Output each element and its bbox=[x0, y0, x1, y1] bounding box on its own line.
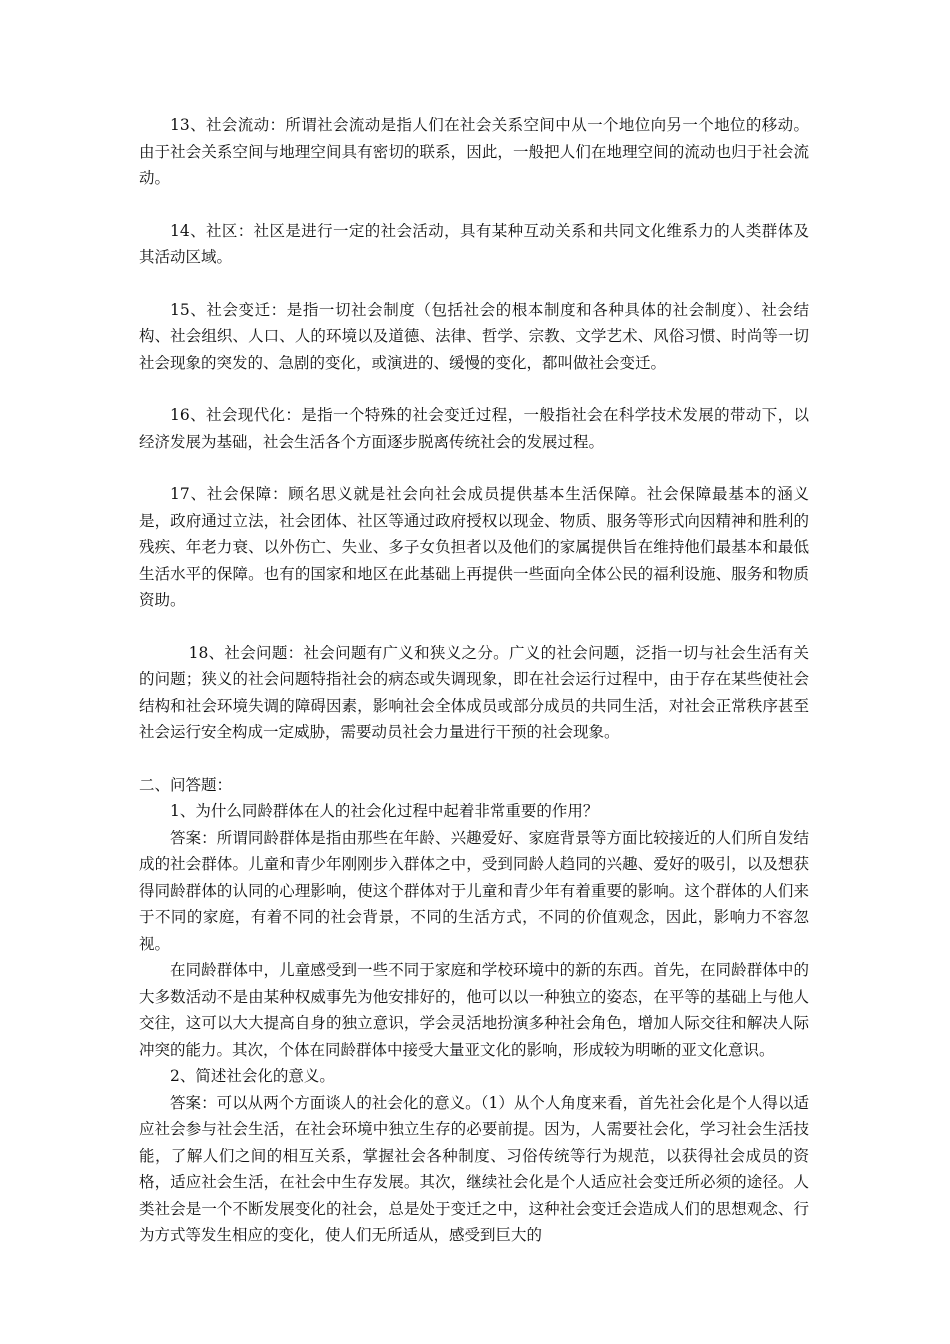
answer-1-paragraph-2: 在同龄群体中，儿童感受到一些不同于家庭和学校环境中的新的东西。首先，在同龄群体中的大多数活动不是由某种权威事先为他安排好的，他可以以一种独立的姿态，在平等的基础上与他人交往，这可以大大提高自身的独立意识，学会灵活地扮演多种社会角色，增加人际交往和解决人际冲突的能力。其次，个体在同龄群体中接受大量亚文化的影响，形成较为明晰的亚文化意识。 bbox=[139, 961, 809, 1059]
answer-1-paragraph-1: 答案：所谓同龄群体是指由那些在年龄、兴趣爱好、家庭背景等方面比较接近的人们所自发结成的社会群体。儿童和青少年刚刚步入群体之中，受到同龄人趋同的兴趣、爱好的吸引，以及想获得同龄群体的认同的心理影响，使这个群体对于儿童和青少年有着重要的影响。这个群体的人们来于不同的家庭，有着不同的社会背景，不同的生活方式，不同的价值观念，因此，影响力不容忽视。 bbox=[139, 828, 809, 953]
answer-2-paragraph-1: 答案：可以从两个方面谈人的社会化的意义。（1）从个人角度来看，首先社会化是个人得以适应社会参与社会生活，在社会环境中独立生存的必要前提。因为，人需要社会化，学习社会生活技能，了解人们之间的相互关系，掌握社会各种制度、习俗传统等行为规范，以获得社会成员的资格，适应社会生活，在社会中生存发展。其次，继续社会化是个人适应社会变迁所必须的途径。人类社会是一个不断发展变化的社会，总是处于变迁之中，这种社会变迁会造成人们的思想观念、行为方式等发生相应的变化，使人们无所适从，感受到巨大的 bbox=[139, 1093, 809, 1244]
question-2: 2、简述社会化的意义。 bbox=[170, 1067, 335, 1085]
definition-18: 18、社会问题：社会问题有广义和狭义之分。广义的社会问题，泛指一切与社会生活有关的问题；狭义的社会问题特指社会的病态或失调现象，即在社会运行过程中，由于存在某些使社会结构和社会环境失调的障碍因素，影响社会全体成员或部分成员的共同生活，对社会正常秩序甚至社会运行安全构成一定威胁，需要动员社会力量进行干预的社会现象。 bbox=[139, 643, 809, 741]
section-heading: 二、问答题： bbox=[139, 775, 233, 794]
definition-14: 14、社区：社区是进行一定的社会活动，具有某种互动关系和共同文化维系力的人类群体及其活动区域。 bbox=[139, 221, 809, 266]
question-1: 1、为什么同龄群体在人的社会化过程中起着非常重要的作用？ bbox=[170, 802, 599, 820]
definition-13: 13、社会流动：所谓社会流动是指人们在社会关系空间中从一个地位向另一个地位的移动。由于社会关系空间与地理空间具有密切的联系，因此，一般把人们在地理空间的流动也归于社会流动。 bbox=[139, 116, 809, 187]
document-page bbox=[139, 112, 809, 1249]
definition-16: 16、社会现代化：是指一个特殊的社会变迁过程，一般指社会在科学技术发展的带动下，以经济发展为基础，社会生活各个方面逐步脱离传统社会的发展过程。 bbox=[139, 406, 809, 451]
definition-17: 17、社会保障：顾名思义就是社会向社会成员提供基本生活保障。社会保障最基本的涵义是，政府通过立法，社会团体、社区等通过政府授权以现金、物质、服务等形式向因精神和胜利的残疾、年老力衰、以外伤亡、失业、多子女负担者以及他们的家属提供旨在维持他们最基本和最低生活水平的保障。也有的国家和地区在此基础上再提供一些面向全体公民的福利设施、服务和物质资助。 bbox=[139, 485, 809, 609]
definition-15: 15、社会变迁：是指一切社会制度（包括社会的根本制度和各种具体的社会制度）、社会结构、社会组织、人口、人的环境以及道德、法律、哲学、宗教、文学艺术、风俗习惯、时尚等一切社会现象的突发的、急剧的变化，或演进的、缓慢的变化，都叫做社会变迁。 bbox=[139, 300, 809, 372]
